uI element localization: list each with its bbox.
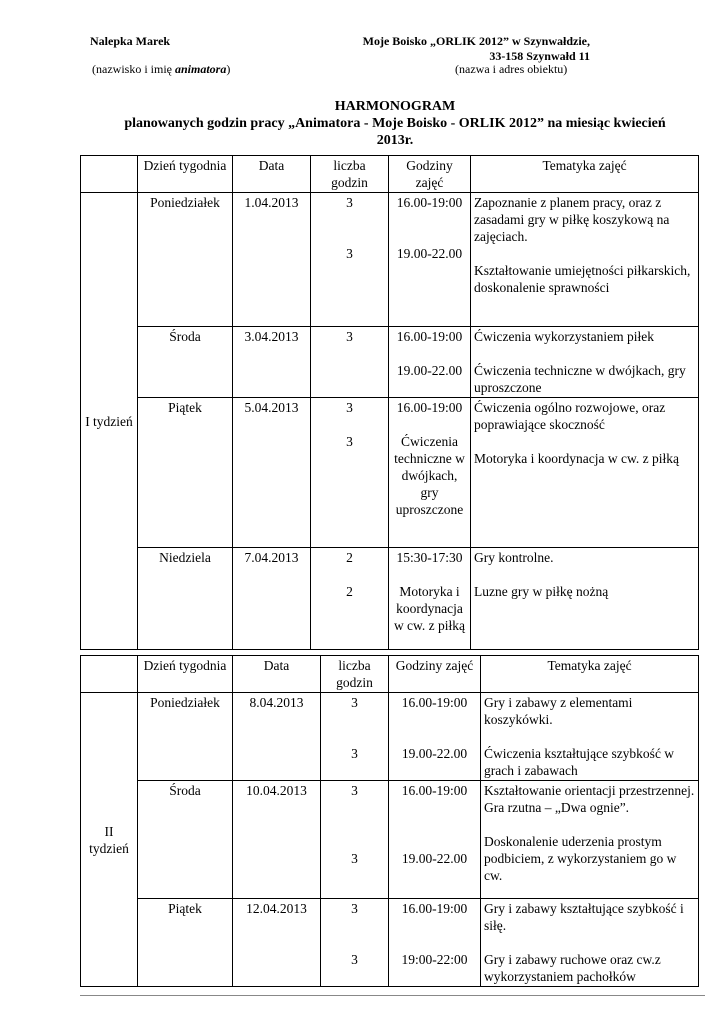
- row-time: 16.00-19:00 19.00-22.00: [389, 327, 471, 398]
- row-day: Piątek: [138, 398, 233, 548]
- row-hours: 3 3: [311, 193, 389, 327]
- row-day: Poniedziałek: [138, 193, 233, 327]
- table-row: [81, 398, 699, 548]
- col-hours: liczba godzin: [321, 656, 389, 693]
- table-row: [81, 693, 699, 781]
- animator-name: Nalepka Marek: [90, 34, 171, 48]
- col-day: Dzień tygodnia: [138, 656, 233, 693]
- table-row: [81, 548, 699, 650]
- week-label: I tydzień: [81, 193, 138, 650]
- table-row: [81, 899, 699, 987]
- week-header-blank: [81, 656, 138, 693]
- col-time: Godziny zajęć: [389, 656, 481, 693]
- row-day: Środa: [138, 327, 233, 398]
- row-date: 8.04.2013: [233, 693, 321, 781]
- col-hours: liczba godzin: [311, 156, 389, 193]
- row-day: Poniedziałek: [138, 693, 233, 781]
- facility-line-1: Moje Boisko „ORLIK 2012” w Szynwałdzie,: [362, 34, 590, 48]
- col-day: Dzień tygodnia: [138, 156, 233, 193]
- row-date: 5.04.2013: [233, 398, 311, 548]
- row-hours: 3 3: [321, 899, 389, 987]
- row-hours: 2 2: [311, 548, 389, 650]
- row-topic: Zapoznanie z planem pracy, oraz z zasadami gry w piłkę koszykową na zajęciach. Kształtowanie umiejętności piłkarskich, doskonalenie sprawności: [471, 193, 699, 327]
- week1-table: [80, 155, 699, 650]
- row-topic: Gry i zabawy z elementami koszykówki. Ćwiczenia kształtujące szybkość w grach i zabawach: [481, 693, 699, 781]
- table-header-row: [81, 656, 699, 693]
- row-day: Środa: [138, 781, 233, 899]
- row-time: 16.00-19:00 19.00-22.00: [389, 693, 481, 781]
- col-time: Godziny zajęć: [389, 156, 471, 193]
- row-topic: Ćwiczenia wykorzystaniem piłek Ćwiczenia techniczne w dwójkach, gry uproszczone: [471, 327, 699, 398]
- table-row: [81, 327, 699, 398]
- doc-subtitle: planowanych godzin pracy „Animatora - Moje Boisko - ORLIK 2012” na miesiąc kwiecień: [124, 116, 666, 131]
- facility-line-2: 33-158 Szynwałd 11: [489, 49, 590, 63]
- doc-title: HARMONOGRAM: [334, 99, 456, 114]
- col-date: Data: [233, 656, 321, 693]
- row-date: 12.04.2013: [233, 899, 321, 987]
- animator-name-caption: (nazwisko i imię animatora): [92, 62, 231, 76]
- week-header-blank: [81, 156, 138, 193]
- table-header-row: [81, 156, 699, 193]
- col-topic: Tematyka zajęć: [481, 656, 699, 693]
- row-hours: 3 3: [321, 781, 389, 899]
- row-date: 7.04.2013: [233, 548, 311, 650]
- row-time: 16.00-19:00 19:00-22:00: [389, 899, 481, 987]
- doc-subtitle-year: 2013r.: [376, 133, 414, 148]
- row-date: 1.04.2013: [233, 193, 311, 327]
- row-hours: 3: [311, 327, 389, 398]
- page-bottom-rule: [80, 995, 705, 996]
- week-label: II tydzień: [81, 693, 138, 987]
- facility-caption: (nazwa i adres obiektu): [455, 62, 568, 76]
- col-topic: Tematyka zajęć: [471, 156, 699, 193]
- col-date: Data: [233, 156, 311, 193]
- row-topic: Gry i zabawy kształtujące szybkość i siłę. Gry i zabawy ruchowe oraz cw.z wykorzystaniem pachołków: [481, 899, 699, 987]
- row-topic: Ćwiczenia ogólno rozwojowe, oraz poprawiające skoczność Motoryka i koordynacja w cw. z piłką: [471, 398, 699, 548]
- row-time: 15:30-17:30 Motoryka i koordynacja w cw. z piłką: [389, 548, 471, 650]
- row-topic: Kształtowanie orientacji przestrzennej. Gra rzutna – „Dwa ognie”. Doskonalenie uderzenia prostym podbiciem, z wykorzystaniem go w cw.: [481, 781, 699, 899]
- table-row: [81, 193, 699, 327]
- row-hours: 3 3: [321, 693, 389, 781]
- row-date: 3.04.2013: [233, 327, 311, 398]
- row-time: 16.00-19:00 19.00-22.00: [389, 193, 471, 327]
- facility-address: [360, 34, 590, 64]
- row-day: Niedziela: [138, 548, 233, 650]
- week2-table: [80, 655, 699, 987]
- row-time: 16.00-19:00 Ćwiczenia techniczne w dwójkach, gry uproszczone: [389, 398, 471, 548]
- row-hours: 3 3: [311, 398, 389, 548]
- row-time: 16.00-19:00 19.00-22.00: [389, 781, 481, 899]
- row-day: Piątek: [138, 899, 233, 987]
- row-date: 10.04.2013: [233, 781, 321, 899]
- row-topic: Gry kontrolne. Luzne gry w piłkę nożną: [471, 548, 699, 650]
- table-row: [81, 781, 699, 899]
